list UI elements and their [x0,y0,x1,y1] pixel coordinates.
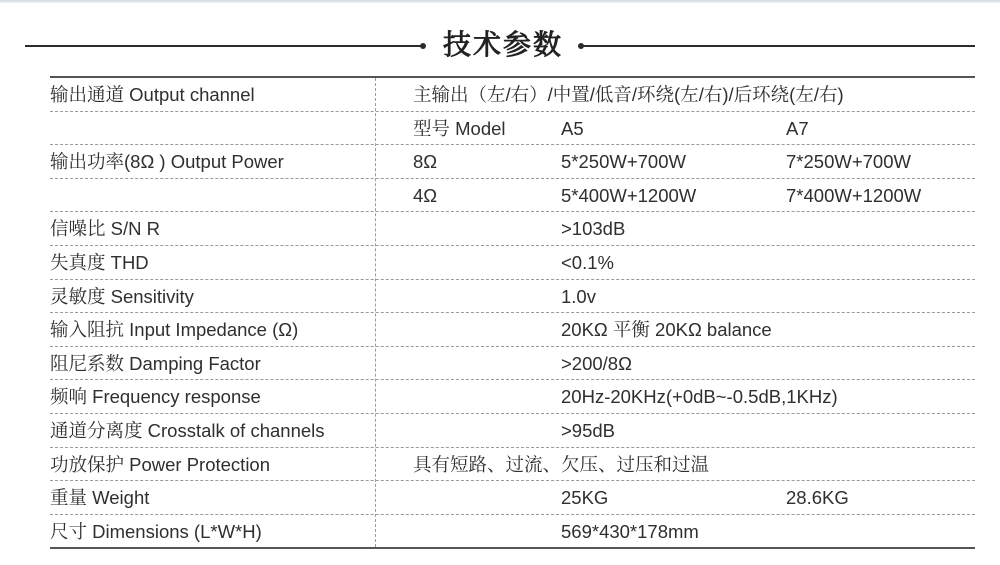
row-value-d: A7 [786,117,809,139]
row-value-c: 5*400W+1200W [561,184,697,206]
table-row [50,347,975,381]
row-value-c: 25KG [561,487,609,509]
table-row [50,78,975,112]
row-label: 信噪比 S/N R [50,218,160,240]
table-row [50,246,975,280]
row-value-c: 20KΩ 平衡 20KΩ balance [561,319,772,341]
row-value-b: 主输出（左/右）/中置/低音/环绕(左/右)/后环绕(左/右) [413,84,844,105]
row-value-b: 8Ω [413,151,438,173]
row-value-b: 具有短路、过流、欠压、过压和过温 [413,453,710,475]
section-header [0,25,1000,67]
row-value-d: 28.6KG [786,487,849,509]
row-value-c: 569*430*178mm [561,520,699,542]
row-label: 重量 Weight [50,487,150,509]
row-label: 输入阻抗 Input Impedance (Ω) [50,319,299,341]
table-bottom-rule [50,547,975,549]
row-label: 输出功率(8Ω ) Output Power [50,151,284,173]
title-rule-left [25,45,423,47]
row-label: 失真度 THD [50,252,149,273]
table-row [50,179,975,213]
row-value-c: >200/8Ω [561,352,632,374]
table-row [50,112,975,146]
table-row [50,414,975,448]
table-row [50,212,975,246]
row-label: 频响 Frequency response [50,386,261,408]
title-rule-right [580,45,975,47]
table-row [50,313,975,347]
row-value-c: >95dB [561,420,616,441]
row-value-d: 7*250W+700W [786,151,911,173]
row-value-c: 1.0v [561,285,596,307]
table-row [50,515,975,549]
row-label: 通道分离度 Crosstalk of channels [50,420,325,441]
row-value-b: 型号 Model [413,117,506,139]
row-value-d: 7*400W+1200W [786,184,922,206]
table-row [50,481,975,515]
row-value-c: 20Hz-20KHz(+0dB~-0.5dB,1KHz) [561,386,838,408]
title-dot-left [420,43,426,49]
page-title: 技术参数 [442,29,563,60]
table-row [50,380,975,414]
table-row [50,280,975,314]
row-value-c: A5 [561,117,584,139]
table-row [50,145,975,179]
row-value-c: >103dB [561,218,626,240]
row-value-c: 5*250W+700W [561,151,686,173]
top-border [0,0,1000,3]
row-label: 阻尼系数 Damping Factor [50,352,261,374]
row-label: 灵敏度 Sensitivity [50,285,194,307]
row-value-b: 4Ω [413,184,438,206]
row-label: 尺寸 Dimensions (L*W*H) [50,520,262,542]
table-row [50,448,975,482]
row-label: 功放保护 Power Protection [50,453,271,475]
row-value-c: <0.1% [561,252,614,273]
row-label: 输出通道 Output channel [50,84,255,105]
